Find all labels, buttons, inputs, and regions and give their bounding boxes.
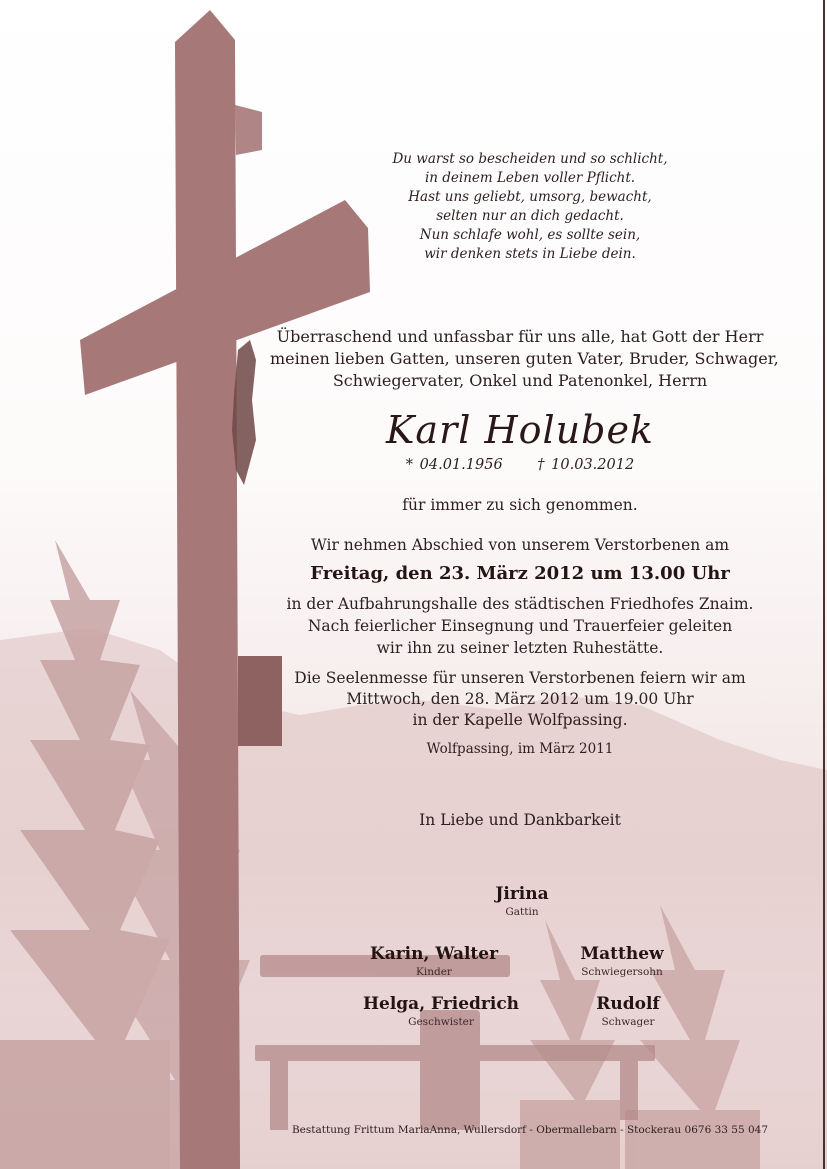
taken-line: für immer zu sich genommen. <box>402 496 638 514</box>
mass-line: Die Seelenmesse für unseren Verstorbenen feiern wir am <box>294 669 746 687</box>
poem-line: selten nur an dich gedacht. <box>436 208 624 224</box>
poem-line: wir denken stets in Liebe dein. <box>424 246 636 262</box>
mourner-name: Matthew <box>580 944 664 964</box>
mourner-name: Karin, Walter <box>369 944 499 964</box>
funeral-datetime: Freitag, den 23. März 2012 um 13.00 Uhr <box>310 563 730 584</box>
funeral-home-footer: Bestattung Frittum MariaAnna, Wullersdorf - Obermallebarn - Stockerau 0676 33 55 047 <box>291 1124 769 1136</box>
poem-line: in deinem Leben voller Pflicht. <box>424 170 636 186</box>
birth-date: * 04.01.1956 <box>405 457 503 473</box>
poem-line: Hast uns geliebt, umsorg, bewacht, <box>408 189 652 205</box>
mourner-name: Helga, Friedrich <box>362 994 520 1014</box>
mourner-wife <box>412 884 632 918</box>
intro-line: Überraschend und unfassbar für uns alle, hat Gott der Herr <box>276 327 764 346</box>
death-date: † 10.03.2012 <box>537 457 635 473</box>
intro-line: Schwiegervater, Onkel und Patenonkel, Herrn <box>332 371 708 390</box>
mourner-role: Schwager <box>601 1016 655 1028</box>
poem <box>330 150 730 264</box>
service-line: wir ihn zu seiner letzten Ruhestätte. <box>376 639 664 657</box>
deceased-name: Karl Holubek <box>386 408 654 452</box>
mass-details <box>270 668 770 731</box>
service-line: Nach feierlicher Einsegnung und Trauerfeier geleiten <box>307 617 733 635</box>
service-line: in der Aufbahrungshalle des städtischen Friedhofes Znaim. <box>286 595 754 613</box>
place-date: Wolfpassing, im März 2011 <box>426 741 614 757</box>
farewell-line: Wir nehmen Abschied von unserem Verstorbenen am <box>310 536 730 554</box>
mourner-role: Kinder <box>416 966 452 978</box>
poem-line: Nun schlafe wohl, es sollte sein, <box>419 227 641 243</box>
mourner-role: Schwiegersohn <box>581 966 663 978</box>
mass-line: in der Kapelle Wolfpassing. <box>412 711 628 729</box>
intro-line: meinen lieben Gatten, unseren guten Vater, Bruder, Schwager, <box>270 349 779 368</box>
mourner-role: Geschwister <box>408 1016 474 1028</box>
mourner-son-in-law <box>512 944 732 978</box>
mourner-children <box>324 944 544 978</box>
mourner-brother-in-law <box>518 994 738 1028</box>
poem-line: Du warst so bescheiden und so schlicht, <box>392 151 668 167</box>
mass-line: Mittwoch, den 28. März 2012 um 19.00 Uhr <box>346 690 694 708</box>
mourner-role: Gattin <box>505 906 539 918</box>
mourner-name: Rudolf <box>596 994 660 1014</box>
closing-line: In Liebe und Dankbarkeit <box>419 811 621 829</box>
announcement-intro <box>270 326 779 392</box>
service-details <box>270 593 770 659</box>
page-edge-line <box>823 0 825 1169</box>
life-dates <box>330 457 710 473</box>
mourner-name: Jirina <box>495 884 549 904</box>
